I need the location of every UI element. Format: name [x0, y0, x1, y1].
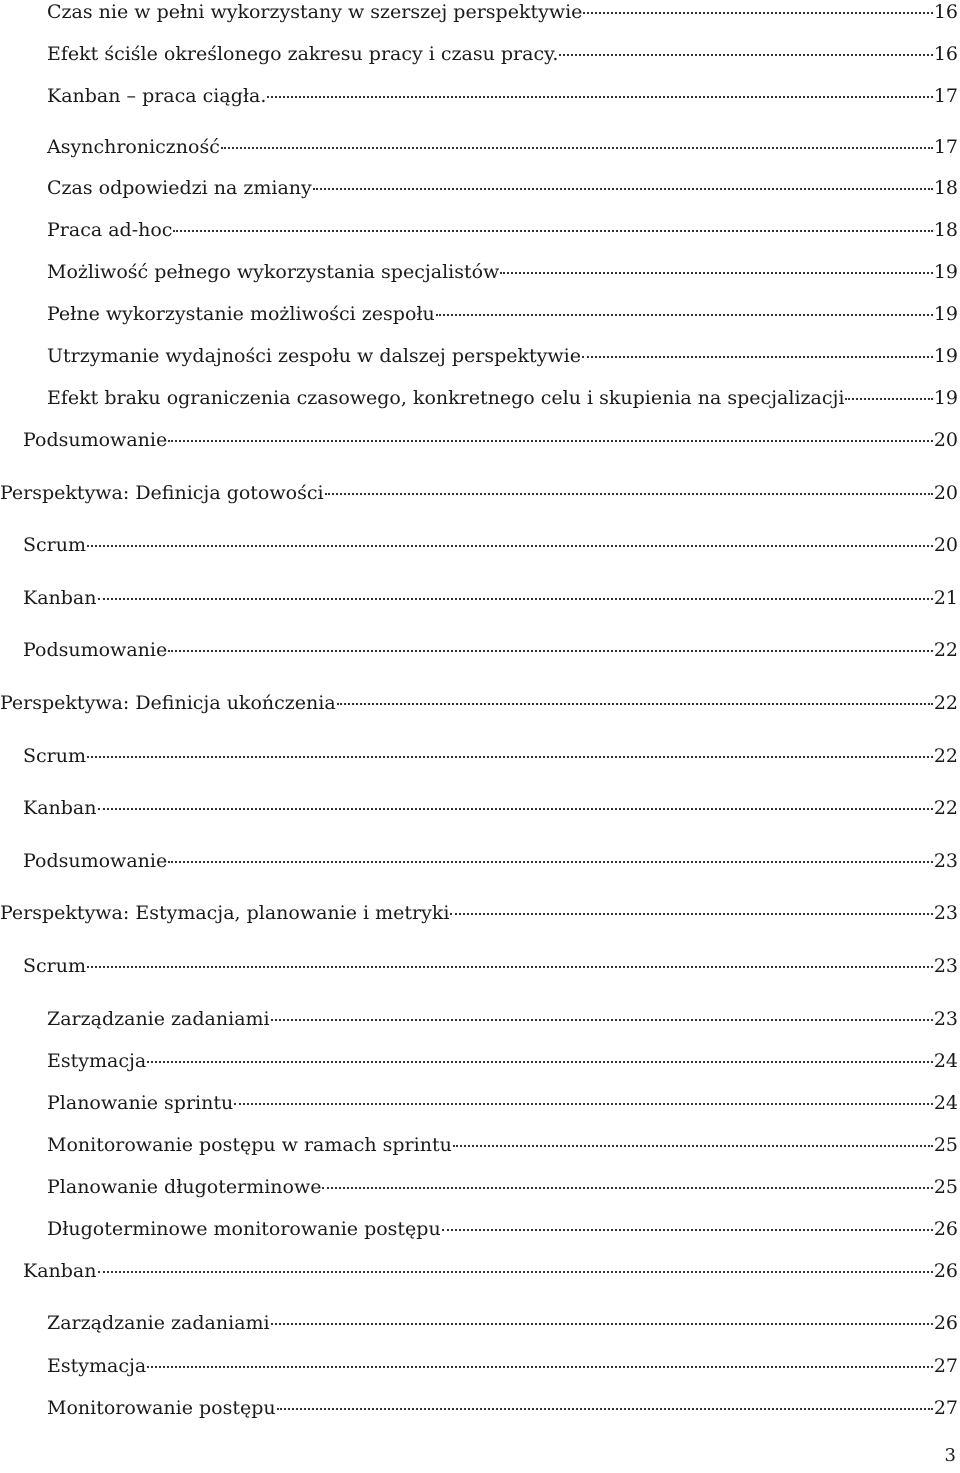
toc-entry-page: 23 — [933, 850, 958, 872]
toc-entry-page: 22 — [933, 639, 958, 661]
toc-entry[interactable] — [47, 1046, 958, 1076]
toc-leader-dots — [453, 1145, 933, 1147]
toc-entry-title: Scrum — [23, 955, 86, 977]
toc-entry[interactable] — [0, 478, 958, 508]
toc-entry-title: Efekt braku ograniczenia czasowego, konkretnego celu i skupienia na specjalizacji — [47, 387, 845, 409]
toc-leader-dots — [173, 230, 932, 232]
toc-entry-title: Planowanie sprintu — [47, 1092, 234, 1114]
toc-leader-dots — [500, 272, 933, 274]
toc-entry-page: 20 — [933, 482, 958, 504]
toc-entry-title: Możliwość pełnego wykorzystania specjalistów — [47, 261, 500, 283]
toc-entry-page: 25 — [933, 1176, 958, 1198]
toc-leader-dots — [234, 1103, 933, 1105]
toc-leader-dots — [313, 188, 933, 190]
toc-entry-title: Perspektywa: Estymacja, planowanie i metryki — [0, 902, 450, 924]
toc-entry-title: Estymacja — [47, 1355, 147, 1377]
toc-entry[interactable] — [0, 898, 958, 928]
toc-leader-dots — [87, 545, 933, 547]
toc-leader-dots — [98, 598, 933, 600]
toc-entry[interactable] — [47, 1214, 958, 1244]
toc-entry-title: Monitorowanie postępu w ramach sprintu — [47, 1134, 452, 1156]
toc-entry-page: 26 — [933, 1218, 958, 1240]
toc-entry-title: Efekt ściśle określonego zakresu pracy i czasu pracy. — [47, 43, 559, 65]
toc-entry[interactable] — [23, 1256, 958, 1286]
toc-entry[interactable] — [47, 1088, 958, 1118]
toc-entry[interactable] — [23, 741, 958, 771]
toc-entry-title: Monitorowanie postępu — [47, 1397, 276, 1419]
toc-entry-title: Czas nie w pełni wykorzystany w szerszej perspektywie — [47, 1, 583, 23]
toc-entry-page: 19 — [933, 261, 958, 283]
toc-entry-title: Perspektywa: Definicja gotowości — [0, 482, 324, 504]
toc-entry[interactable] — [47, 81, 958, 111]
toc-entry-title: Scrum — [23, 534, 86, 556]
toc-leader-dots — [271, 1323, 933, 1325]
toc-entry-page: 17 — [933, 85, 958, 107]
toc-entry-page: 16 — [933, 1, 958, 23]
toc-entry-page: 27 — [933, 1397, 958, 1419]
toc-entry[interactable] — [23, 793, 958, 823]
toc-leader-dots — [442, 1229, 933, 1231]
page-number: 3 — [944, 1445, 956, 1466]
toc-entry-title: Długoterminowe monitorowanie postępu — [47, 1218, 441, 1240]
toc-entry[interactable] — [47, 1308, 958, 1338]
toc-entry-page: 22 — [933, 797, 958, 819]
toc-leader-dots — [267, 96, 932, 98]
toc-entry-title: Perspektywa: Definicja ukończenia — [0, 692, 336, 714]
toc-entry-page: 23 — [933, 902, 958, 924]
toc-entry-title: Kanban — [23, 797, 97, 819]
toc-leader-dots — [337, 703, 933, 705]
toc-entry-page: 24 — [933, 1092, 958, 1114]
toc-entry[interactable] — [47, 1351, 958, 1381]
toc-leader-dots — [277, 1408, 933, 1410]
toc-leader-dots — [168, 440, 933, 442]
toc-entry-page: 18 — [933, 219, 958, 241]
toc-leader-dots — [582, 356, 933, 358]
toc-entry-title: Kanban – praca ciągła. — [47, 85, 267, 107]
toc-leader-dots — [87, 966, 933, 968]
toc-leader-dots — [147, 1061, 933, 1063]
toc-leader-dots — [168, 650, 933, 652]
toc-leader-dots — [168, 861, 933, 863]
toc-entry-page: 26 — [933, 1260, 958, 1282]
toc-entry-page: 25 — [933, 1134, 958, 1156]
toc-entry-title: Podsumowanie — [23, 429, 168, 451]
toc-entry-page: 23 — [933, 1008, 958, 1030]
toc-entry-page: 17 — [933, 136, 958, 158]
toc-leader-dots — [147, 1366, 933, 1368]
toc-leader-dots — [583, 12, 932, 14]
toc-leader-dots — [325, 493, 933, 495]
toc-entry[interactable] — [47, 341, 958, 371]
toc-entry-title: Podsumowanie — [23, 850, 168, 872]
toc-entry-title: Podsumowanie — [23, 639, 168, 661]
toc-entry[interactable] — [47, 173, 958, 203]
toc-leader-dots — [98, 1271, 933, 1273]
toc-entry-title: Kanban — [23, 587, 97, 609]
toc-entry-page: 19 — [933, 345, 958, 367]
toc-entry-page: 16 — [933, 43, 958, 65]
toc-entry-title: Planowanie długoterminowe — [47, 1176, 322, 1198]
toc-leader-dots — [271, 1019, 933, 1021]
toc-entry-page: 22 — [933, 692, 958, 714]
toc-entry-page: 20 — [933, 534, 958, 556]
toc-leader-dots — [322, 1187, 932, 1189]
toc-entry-page: 23 — [933, 955, 958, 977]
toc-entry-title: Zarządzanie zadaniami — [47, 1312, 270, 1334]
toc-entry-page: 26 — [933, 1312, 958, 1334]
toc-entry[interactable] — [47, 0, 958, 27]
toc-entry-title: Czas odpowiedzi na zmiany — [47, 177, 312, 199]
toc-leader-dots — [221, 147, 933, 149]
toc-leader-dots — [450, 913, 932, 915]
toc-leader-dots — [87, 756, 933, 758]
toc-entry-title: Pełne wykorzystanie możliwości zespołu — [47, 303, 435, 325]
toc-leader-dots — [98, 808, 933, 810]
toc-entry[interactable] — [47, 1172, 958, 1202]
toc-entry-page: 19 — [933, 387, 958, 409]
toc-entry[interactable] — [47, 132, 958, 162]
toc-entry[interactable] — [0, 688, 958, 718]
toc-entry[interactable] — [23, 846, 958, 876]
toc-leader-dots — [845, 398, 932, 400]
toc-entry[interactable] — [47, 1130, 958, 1160]
toc-entry[interactable] — [47, 257, 958, 287]
toc-entry[interactable] — [47, 299, 958, 329]
toc-entry[interactable] — [23, 530, 958, 560]
toc-entry-page: 24 — [933, 1050, 958, 1072]
toc-entry[interactable] — [47, 215, 958, 245]
toc-entry-page: 22 — [933, 745, 958, 767]
toc-entry-page: 21 — [933, 587, 958, 609]
toc-entry[interactable] — [47, 39, 958, 69]
toc-entry-title: Asynchroniczność — [47, 136, 220, 158]
toc-entry[interactable] — [47, 1393, 958, 1423]
toc-leader-dots — [559, 54, 932, 56]
toc-entry[interactable] — [23, 583, 958, 613]
toc-entry-page: 18 — [933, 177, 958, 199]
toc-entry-title: Kanban — [23, 1260, 97, 1282]
toc-entry-title: Praca ad-hoc — [47, 219, 173, 241]
toc-entry-page: 27 — [933, 1355, 958, 1377]
toc-entry[interactable] — [23, 425, 958, 455]
toc-entry[interactable] — [23, 635, 958, 665]
toc-entry-title: Zarządzanie zadaniami — [47, 1008, 270, 1030]
toc-entry-page: 20 — [933, 429, 958, 451]
toc-entry[interactable] — [47, 1004, 958, 1034]
toc-leader-dots — [436, 314, 933, 316]
toc-entry-title: Utrzymanie wydajności zespołu w dalszej perspektywie — [47, 345, 581, 367]
toc-entry[interactable] — [47, 383, 958, 413]
toc-entry-page: 19 — [933, 303, 958, 325]
toc-entry-title: Scrum — [23, 745, 86, 767]
toc-entry[interactable] — [23, 951, 958, 981]
toc-entry-title: Estymacja — [47, 1050, 147, 1072]
